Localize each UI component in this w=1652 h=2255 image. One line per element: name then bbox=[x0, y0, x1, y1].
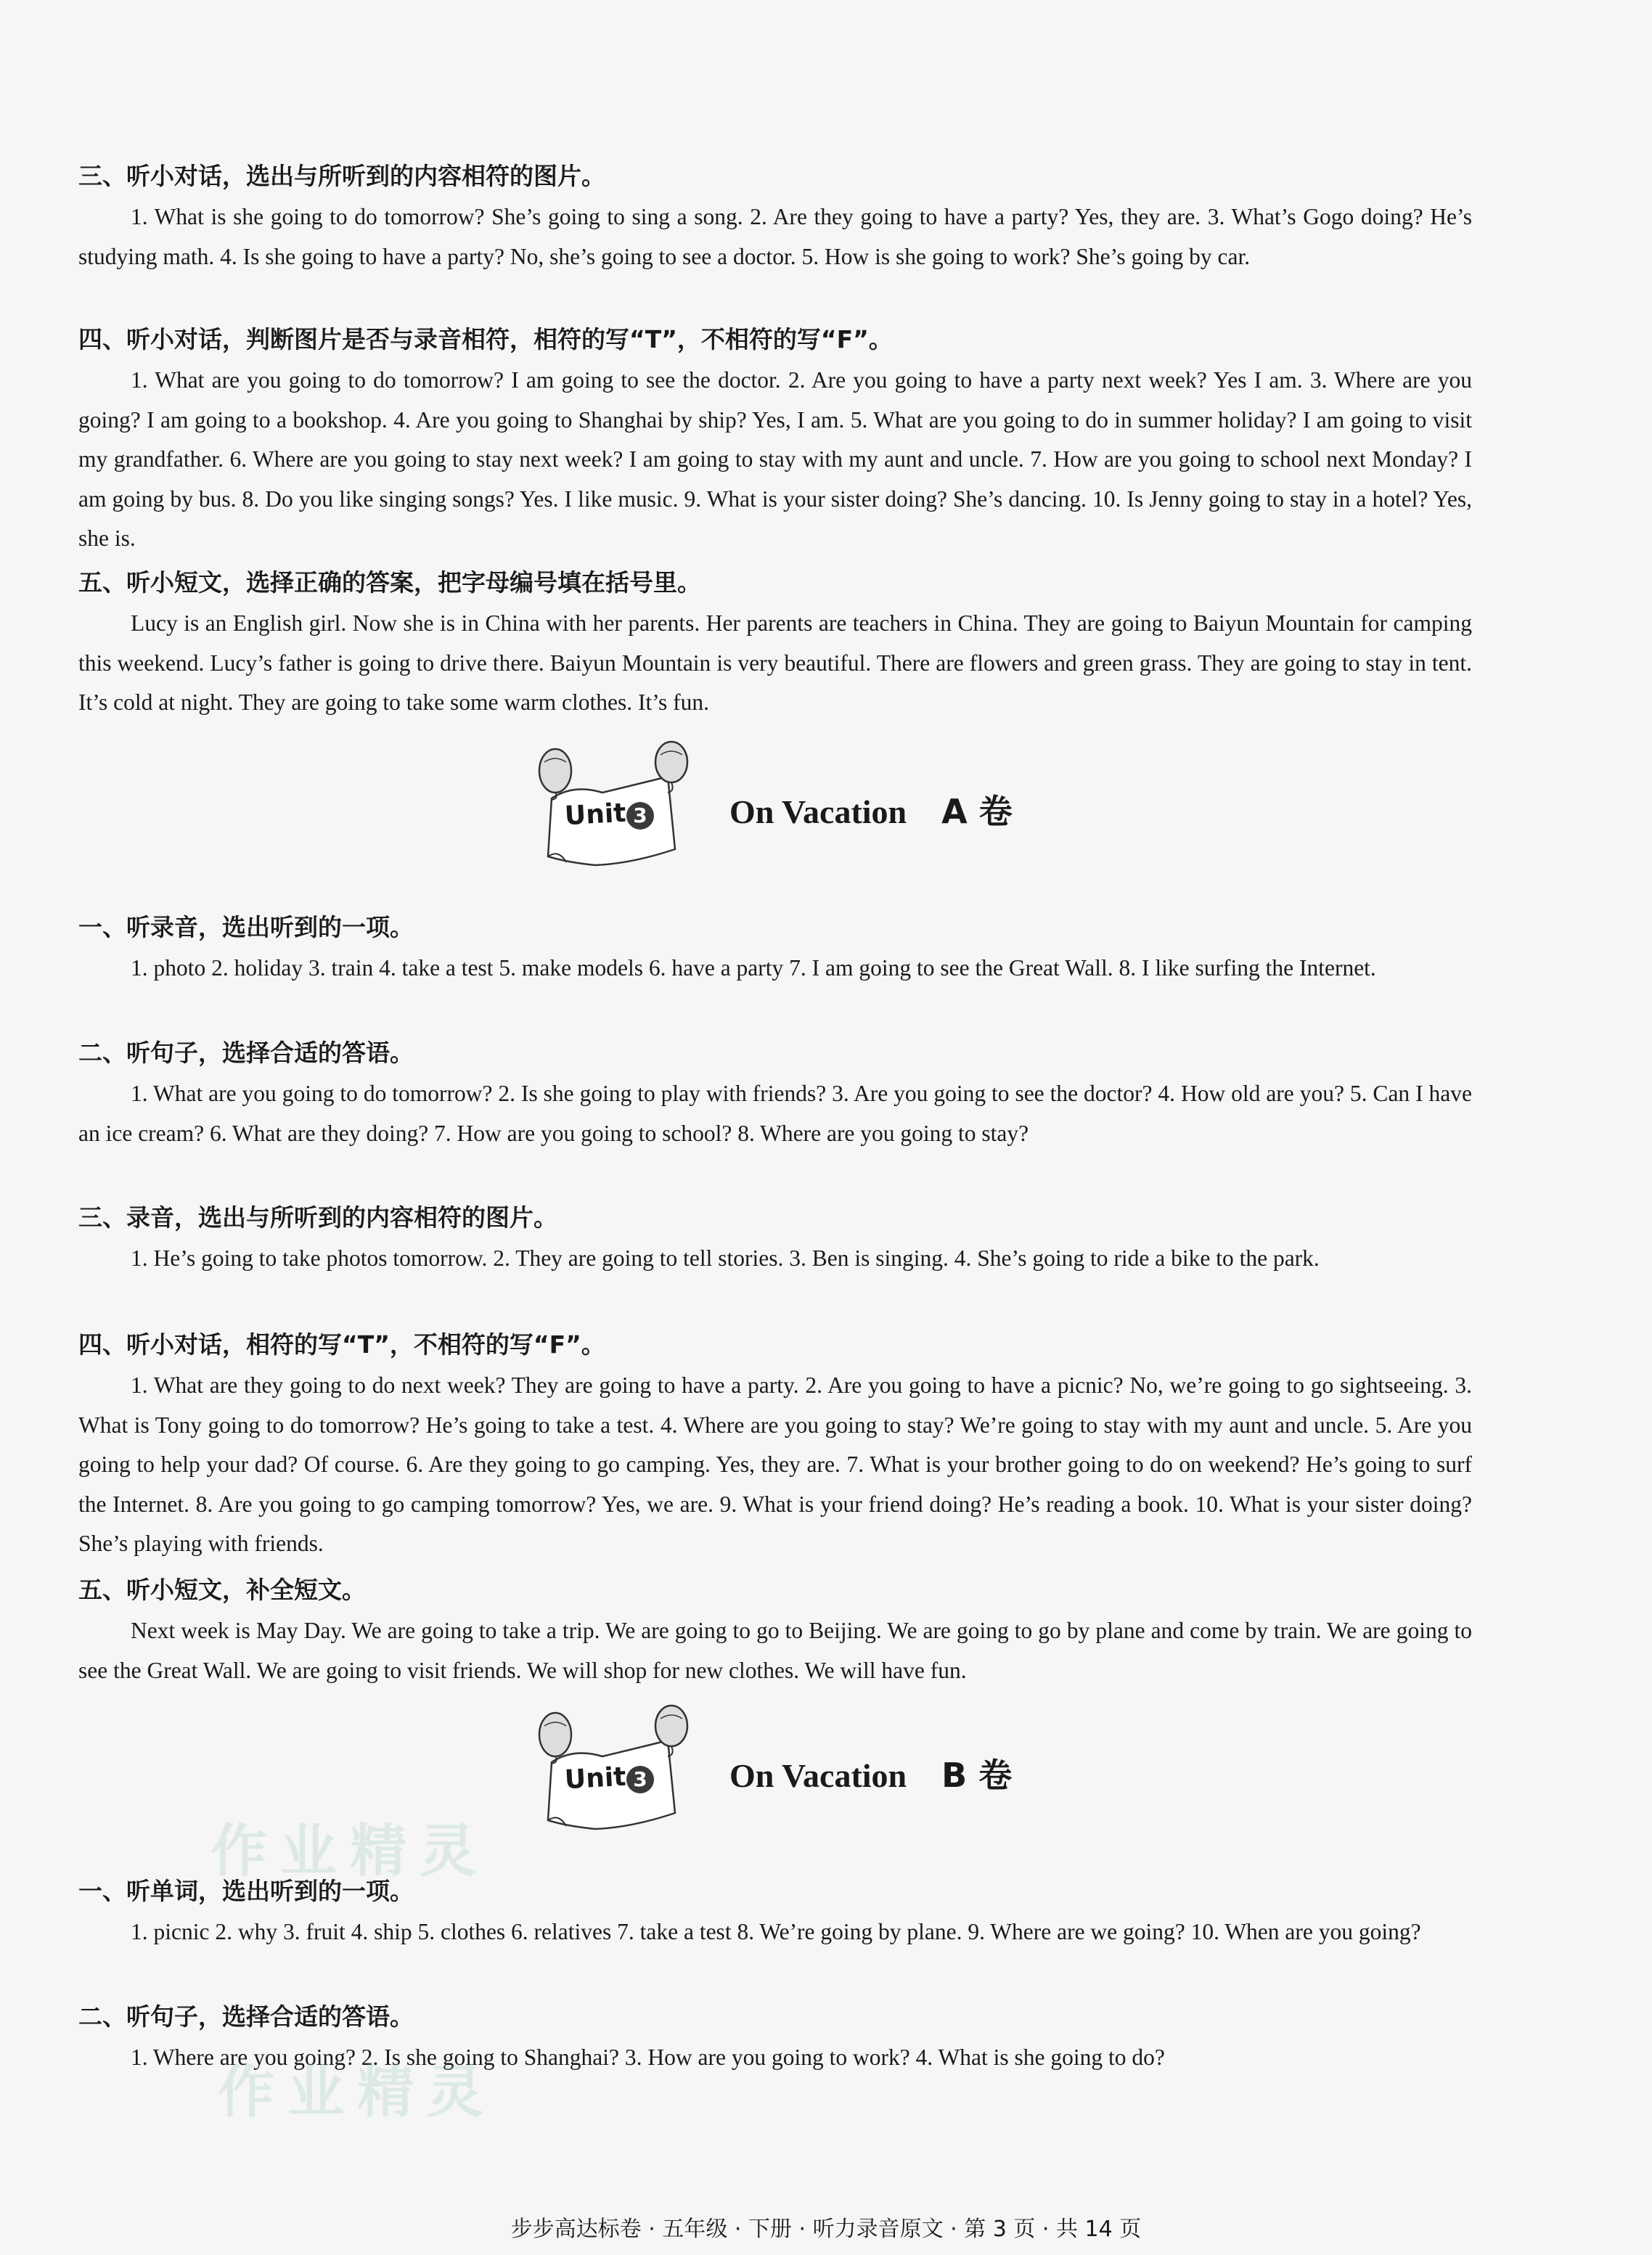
watermark-logo: 作业精灵 bbox=[210, 1819, 490, 1884]
section-heading: 五、听小短文，补全短文。 bbox=[78, 1576, 366, 1604]
unit-title-text: On Vacation bbox=[729, 793, 907, 830]
section-heading: 三、听小对话，选出与所听到的内容相符的图片。 bbox=[78, 162, 605, 190]
unit-volume: A 卷 bbox=[941, 792, 1013, 831]
section-text: 1. He’s going to take photos tomorrow. 2. They are going to tell stories. 3. Ben is singing. 4. She’s going to ride a bike to the park. bbox=[131, 1245, 1320, 1271]
section-heading: 四、听小对话，判断图片是否与录音相符，相符的写“T”，不相符的写“F”。 bbox=[78, 325, 893, 353]
unit-title-text: On Vacation bbox=[729, 1757, 907, 1794]
section-heading: 四、听小对话，相符的写“T”，不相符的写“F”。 bbox=[78, 1330, 605, 1359]
unit-number-badge: 3 bbox=[626, 802, 654, 830]
section-text: 1. What are you going to do tomorrow? I am going to see the doctor. 2. Are you going to have a party next week? Yes I am. 3. Where are you going? I am going to a bookshop. 4. Are you going to Shanghai by ship? Yes, I am. 5. What are you going to do in summer holiday? I am going to visit my grandfather. 6. Where are you going to stay next week? I am going to stay with my aunt and uncle. 7. How are you going to school next Monday? I am going by bus. 8. Do you like singing songs? Yes. I like music. 9. What is your sister doing? She’s dancing. 10. Is Jenny going to stay in a hotel? Yes, she is. bbox=[78, 367, 1472, 551]
section-heading: 三、录音，选出与所听到的内容相符的图片。 bbox=[78, 1203, 557, 1232]
section-heading: 二、听句子，选择合适的答语。 bbox=[78, 2002, 414, 2031]
section-text: 1. Where are you going? 2. Is she going to Shanghai? 3. How are you going to work? 4. What is she going to do? bbox=[131, 2045, 1165, 2070]
unit-title bbox=[729, 785, 1013, 833]
unit-label: Unit bbox=[563, 798, 627, 832]
section-heading: 一、听单词，选出听到的一项。 bbox=[78, 1877, 414, 1905]
section-text: 1. What are they going to do next week? They are going to have a party. 2. Are you going to have a picnic? No, we’re going to go sightseeing. 3. What is Tony going to do tomorrow? He’s going to take a test. 4. Where are you going to stay? We’re going to stay with my aunt and uncle. 5. Are you going to help your dad? Of course. 6. Are they going to go camping. Yes, they are. 7. What is your brother going to do on weekend? He’s going to surf the Internet. 8. Are you going to go camping tomorrow? Yes, we are. 9. What is your friend doing? He’s reading a book. 10. What is your sister doing? She’s playing with friends. bbox=[78, 1372, 1472, 1556]
section-heading: 一、听录音，选出听到的一项。 bbox=[78, 913, 414, 941]
page-footer: 步步高达标卷 · 五年级 · 下册 · 听力录音原文 · 第 3 页 · 共 14 页 bbox=[510, 2217, 1142, 2242]
unit-volume: B 卷 bbox=[941, 1756, 1013, 1795]
section-text: 1. picnic 2. why 3. fruit 4. ship 5. clothes 6. relatives 7. take a test 8. We’re going by plane. 9. Where are we going? 10. When are you going? bbox=[131, 1919, 1421, 1944]
unit-banner-a bbox=[523, 740, 1074, 878]
section-text: 1. photo 2. holiday 3. train 4. take a test 5. make models 6. have a party 7. I am going to see the Great Wall. 8. I like surfing the Internet. bbox=[131, 955, 1376, 981]
section-text: 1. What is she going to do tomorrow? She’s going to sing a song. 2. Are they going to have a party? Yes, they are. 3. What’s Gogo doing? He’s studying math. 4. Is she going to have a party? No, she’s going to see a doctor. 5. How is she going to work? She’s going by car. bbox=[78, 204, 1472, 269]
section-text: Next week is May Day. We are going to take a trip. We are going to go to Beijing. We are going to go by plane and come by train. We are going to see the Great Wall. We are going to visit friends. We will shop for new clothes. We will have fun. bbox=[78, 1618, 1472, 1683]
unit-banner-b bbox=[523, 1704, 1074, 1842]
unit-number-badge: 3 bbox=[626, 1766, 654, 1793]
unit-title bbox=[729, 1749, 1012, 1797]
watermark-logo: 作业精灵 bbox=[218, 2060, 497, 2125]
section-heading: 二、听句子，选择合适的答语。 bbox=[78, 1039, 414, 1067]
section-text: 1. What are you going to do tomorrow? 2. Is she going to play with friends? 3. Are you going to see the doctor? 4. How old are you? 5. Can I have an ice cream? 6. What are they doing? 7. How are you going to school? 8. Where are you going to stay? bbox=[78, 1081, 1472, 1146]
section-heading: 五、听小短文，选择正确的答案，把字母编号填在括号里。 bbox=[78, 568, 701, 597]
section-text: Lucy is an English girl. Now she is in China with her parents. Her parents are teachers in China. They are going to Baiyun Mountain for camping this weekend. Lucy’s father is going to drive there. Baiyun Mountain is very beautiful. There are flowers and green grass. They are going to stay in tent. It’s cold at night. They are going to take some warm clothes. It’s fun. bbox=[78, 610, 1472, 715]
unit-label: Unit bbox=[563, 1761, 627, 1796]
